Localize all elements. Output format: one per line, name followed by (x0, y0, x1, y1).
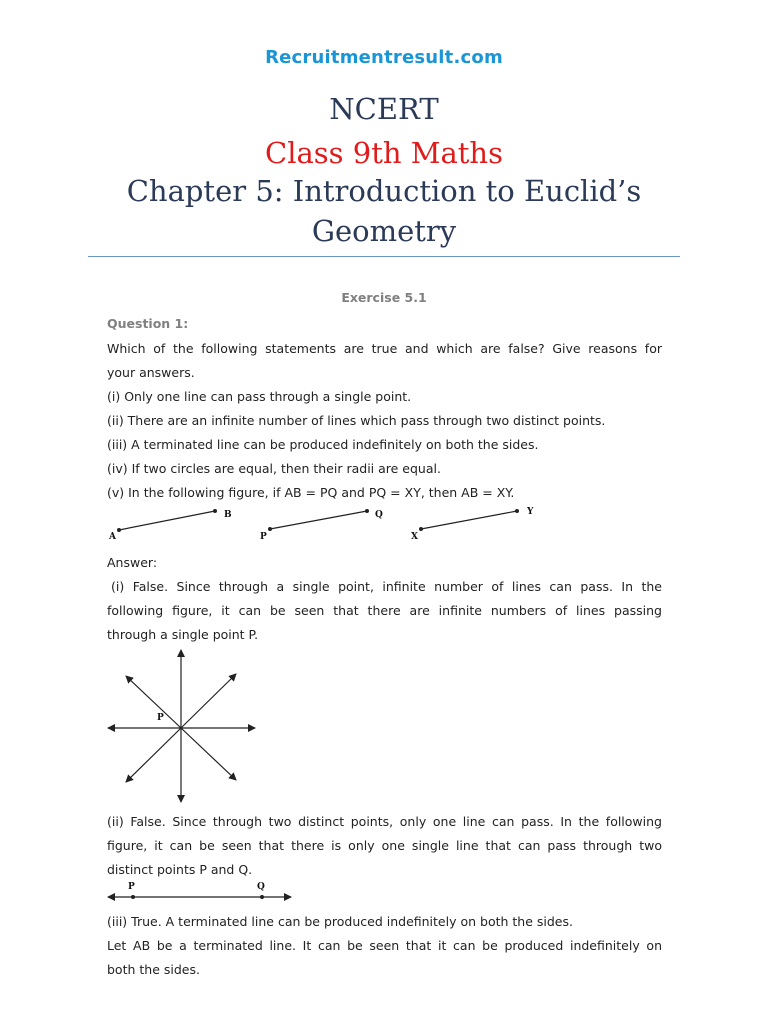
point-y (515, 509, 519, 513)
answer-ii-line1: (ii) False. Since through two distinct points, only one line can pass. In the following (107, 814, 662, 829)
exercise-heading: Exercise 5.1 (341, 290, 427, 305)
answer-iii-line3: both the sides. (107, 962, 200, 977)
label-a: A (109, 532, 116, 542)
point-a (117, 528, 121, 532)
segment-xy (421, 511, 517, 529)
answer-i-line3: through a single point P. (107, 627, 259, 642)
point-q-dot (260, 895, 264, 899)
answer-block-i (107, 551, 662, 647)
answer-i-line2: following figure, it can be seen that there are infinite numbers of lines passing (107, 603, 662, 618)
site-name: Recruitmentresult.com (265, 47, 503, 68)
answer-ii-line2: figure, it can be seen that there is only one single line that can pass through two (107, 838, 662, 853)
question-item-ii: (ii) There are an infinite number of lines which pass through two distinct points. (107, 413, 606, 428)
question-intro-line2: your answers. (107, 365, 195, 380)
question-item-iv: (iv) If two circles are equal, then their radii are equal. (107, 461, 441, 476)
question-heading: Question 1: (107, 316, 189, 331)
answer-iii-line1: (iii) True. A terminated line can be produced indefinitely on both the sides. (107, 914, 573, 929)
segment-pq (270, 511, 367, 529)
answer-block-iii (107, 910, 662, 982)
answer-ii-line3: distinct points P and Q. (107, 862, 253, 877)
diagonal-line-dr (181, 728, 236, 780)
label-y: Y (527, 507, 534, 517)
title-chapter-cont: Geometry (311, 214, 457, 248)
point-p-dot (131, 895, 135, 899)
point-q (365, 509, 369, 513)
question-item-iii: (iii) A terminated line can be produced indefinitely on both the sides. (107, 437, 539, 452)
label-q: Q (375, 510, 383, 520)
diagonal-line-dl (126, 728, 181, 782)
title-class: Class 9th Maths (265, 136, 503, 170)
header-divider (88, 256, 680, 257)
point-x (419, 527, 423, 531)
label-x: X (411, 532, 418, 542)
question-body (107, 337, 662, 505)
diagonal-line-ul (126, 676, 181, 728)
point-p (268, 527, 272, 531)
point-b (213, 509, 217, 513)
question-item-v: (v) In the following figure, if AB = PQ and PQ = XY, then AB = XY. (107, 485, 515, 500)
answer-heading: Answer: (107, 555, 158, 570)
question-item-i: (i) Only one line can pass through a single point. (107, 389, 412, 404)
title-chapter: Chapter 5: Introduction to Euclid’s (126, 174, 642, 208)
label-b: B (224, 510, 232, 520)
title-ncert: NCERT (329, 92, 439, 126)
label-p: P (260, 532, 267, 542)
answer-block-ii (107, 810, 662, 882)
label-point-p: P (157, 713, 164, 723)
answer-i-line1: (i) False. Since through a single point, infinite number of lines can pass. In the (111, 579, 662, 594)
label-line-p: P (128, 882, 135, 892)
segment-ab (119, 511, 215, 530)
diagonal-line-ur (181, 674, 236, 728)
label-line-q: Q (257, 882, 265, 892)
answer-iii-line2: Let AB be a terminated line. It can be seen that it can be produced indefinitely on (107, 938, 662, 953)
question-intro-line1: Which of the following statements are true and which are false? Give reasons for (107, 341, 662, 356)
